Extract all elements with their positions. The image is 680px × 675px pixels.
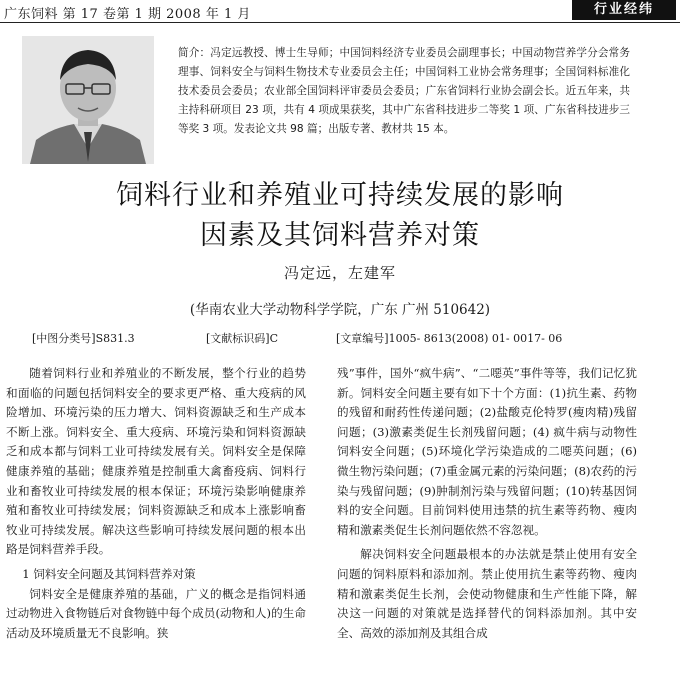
author-bio: 简介：冯定远教授、博士生导师；中国饲料经济专业委员会副理事长；中国动物营养学分会常务理事、饲料安全与饲料生物技术专业委员会主任；中国饲料工业协会常务理事；全国饲料标准化技术委员会委员；农业部全国饲料评审委员会委员；广东省饲料行业协会副会长。近五年来，共主持科研项目 23 项，共有 4 项成果获奖，其中广东省科技进步二等奖 1 项、广东省科技进步三等奖 3 项。发表论文共 98 篇；出版专著、教材共 15 本。 — [178, 47, 630, 135]
body-paragraph: 随着饲料行业和养殖业的不断发展，整个行业的趋势和面临的问题包括饲料安全的要求更严格、重大疫病的风险增加、环境污染的压力增大、饲料资源缺乏和生产成本不断上涨。饲料安全、重大疫病、环境污染和饲料资源缺乏和成本都与饲料工业可持续发展有关。饲料安全是保障健康养殖的基础；健康养殖是控制重大禽畜疫病、饲料行业和畜牧业可持续发展的根本保证；环境污染影响健康养殖和畜牧业可持续发展；饲料资源缺乏和成本上涨影响畜牧业可持续发展。解决这些影响可持续发展问题的根本出路是饲料营养手段。 — [6, 366, 306, 557]
right-column — [337, 364, 637, 643]
title-line-1: 饲料行业和养殖业可持续发展的影响 — [116, 180, 564, 211]
body-paragraph: 残”事件，国外“疯牛病”、“二噁英”事件等等，我们记忆犹新。饲料安全问题主要有如下十个方面：(1)抗生素、药物的残留和耐药性传递问题；(2)盐酸克伦特罗(瘦肉精)残留问题；(3)激素类促生长剂残留问题；(4) 疯牛病与动物性饲料安全问题；(5)环境化学污染造成的二噁英问题；(6) 微生物污染问题；(7)重金属元素的污染问题；(8)农药的污染与残留问题；(9)肿制剂污染与残留问题；(10)转基因饲料的安全问题。目前饲料使用违禁的抗生素等药物、瘦肉精和激素类促生长剂问题依然不容忽视。 — [337, 366, 637, 537]
journal-info: 广东饲料 第 17 卷第 1 期 2008 年 1 月 — [4, 7, 251, 22]
section-tag: 行业经纬 — [572, 0, 676, 20]
author-affiliation: (华南农业大学动物科学学院，广东 广州 510642) — [189, 302, 491, 318]
article-number: [文章编号]1005- 8613(2008) 01- 0017- 06 — [336, 332, 563, 345]
section-heading: 1 饲料安全问题及其饲料营养对策 — [22, 566, 196, 581]
body-paragraph: 解决饲料安全问题最根本的办法就是禁止使用有安全问题的饲料原料和添加剂。禁止使用抗生素等药物、瘦肉精和激素类促生长剂，会使动物健康和生产性能下降，解决这一问题的对策就是选择替代的饲料添加剂。其中安全、高效的添加剂及其组合成 — [337, 547, 637, 640]
classification-number: [中图分类号]S831.3 — [32, 332, 135, 345]
author-portrait-icon — [22, 36, 154, 164]
page-header — [0, 0, 680, 23]
article-authors: 冯定远，左建军 — [283, 264, 396, 282]
left-column — [6, 364, 306, 643]
article-title — [0, 176, 680, 256]
author-photo — [22, 36, 154, 164]
document-code: [文献标识码]C — [206, 332, 278, 345]
title-line-2: 因素及其饲料营养对策 — [200, 220, 480, 251]
body-paragraph: 饲料安全是健康养殖的基础，广义的概念是指饲料通过动物进入食物链后对食物链中每个成员(动物和人)的生命活动及环境质量无不良影响。狭 — [6, 586, 306, 640]
